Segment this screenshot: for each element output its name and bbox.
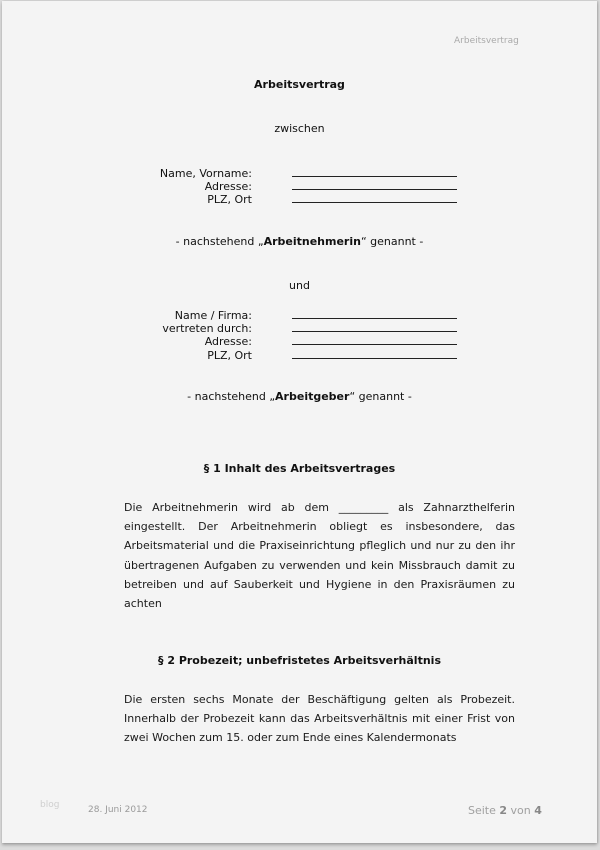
field-employer-address xyxy=(2,335,597,348)
blank-line xyxy=(292,331,457,332)
blank-line xyxy=(292,358,457,359)
running-header: Arbeitsvertrag xyxy=(454,36,519,46)
between-label: zwischen xyxy=(274,122,325,135)
field-label: Name / Firma: xyxy=(174,309,252,322)
page-sep: von xyxy=(510,804,531,817)
document-page xyxy=(2,1,597,843)
field-label: PLZ, Ort xyxy=(207,349,252,362)
field-employee-name xyxy=(2,167,597,180)
field-employer-city xyxy=(2,349,597,362)
note-suffix: “ genannt - xyxy=(349,390,412,403)
employer-designation xyxy=(2,390,597,403)
note-prefix: - nachstehend „ xyxy=(187,390,276,403)
field-label: Adresse: xyxy=(204,335,252,348)
field-employee-address xyxy=(2,180,597,193)
field-label: Adresse: xyxy=(204,180,252,193)
page-current: 2 xyxy=(499,804,508,817)
section-1-heading: § 1 Inhalt des Arbeitsvertrages xyxy=(203,462,396,475)
and-label: und xyxy=(289,279,310,292)
field-employee-city xyxy=(2,193,597,206)
field-label: Name, Vorname: xyxy=(159,167,252,180)
page-total: 4 xyxy=(534,804,542,817)
field-employer-name xyxy=(2,309,597,322)
section-2-heading: § 2 Probezeit; unbefristetes Arbeitsverhältnis xyxy=(158,654,441,667)
blank-line xyxy=(292,202,457,203)
field-employer-representative xyxy=(2,322,597,335)
field-label: PLZ, Ort xyxy=(207,193,252,206)
field-label: vertreten durch: xyxy=(162,322,252,335)
blank-line xyxy=(292,176,457,177)
section-2-text: Die ersten sechs Monate der Beschäftigung gelten als Probezeit. Innerhalb der Probezeit kann das Arbeitsverhältnis mit einer Frist von zwei Wochen zum 15. oder zum Ende eines Kalendermonats xyxy=(124,693,515,745)
section-1-text: Die Arbeitnehmerin wird ab dem _________ als Zahnarzthelferin eingestellt. Der Arbeitnehmerin obliegt es insbesondere, das Arbeitsmaterial und die Praxiseinrichtung pfleglich und nur zu den ihr übertragenen Aufgaben zu verwenden und kein Missbrauch damit zu betreiben und auf Sauberkeit und Hygiene in den Praxisräumen zu achten xyxy=(124,501,515,611)
document-title: Arbeitsvertrag xyxy=(254,78,345,91)
note-suffix: “ genannt - xyxy=(360,235,424,248)
note-prefix: - nachstehend „ xyxy=(175,235,264,248)
note-term: Arbeitgeber xyxy=(275,390,350,403)
page-prefix: Seite xyxy=(468,804,496,817)
blank-line xyxy=(292,344,457,345)
footer-date: 28. Juni 2012 xyxy=(88,805,148,815)
note-term: Arbeitnehmerin xyxy=(263,235,361,248)
page-number xyxy=(468,804,542,817)
employee-designation xyxy=(2,235,597,248)
blank-line xyxy=(292,189,457,190)
blank-line xyxy=(292,318,457,319)
footer-watermark: blog xyxy=(40,800,60,810)
